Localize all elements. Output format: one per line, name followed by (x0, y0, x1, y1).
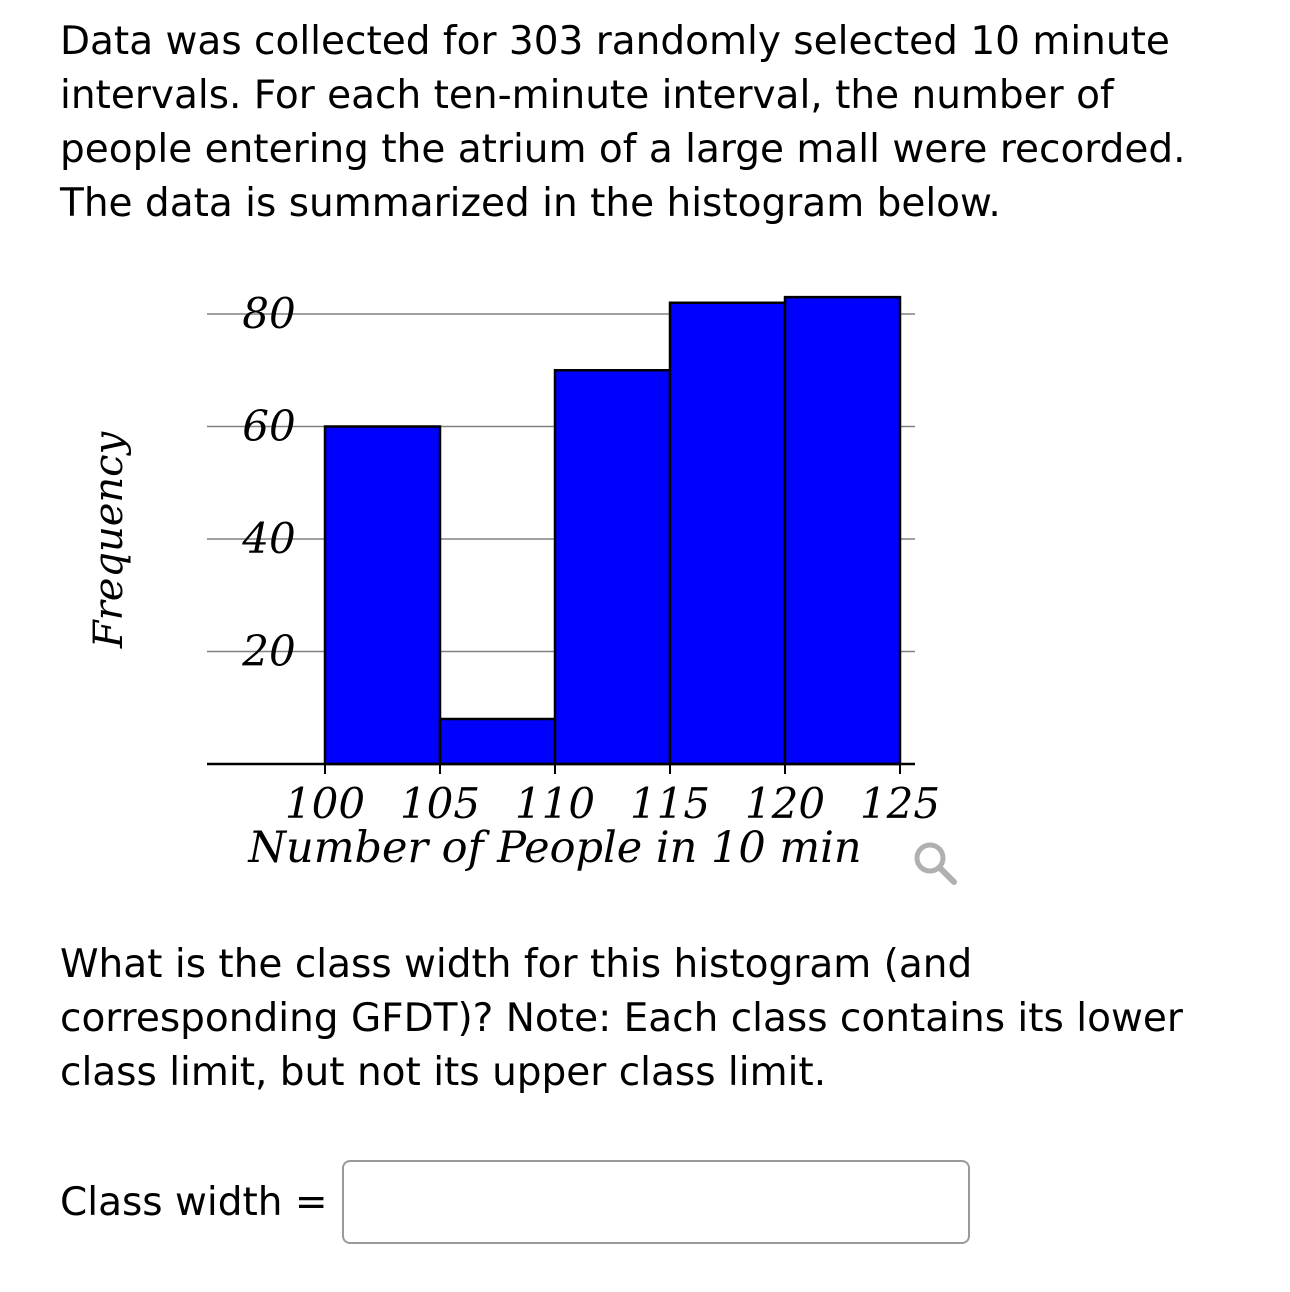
magnifier-icon[interactable] (910, 838, 960, 888)
x-tick-label: 105 (399, 779, 481, 828)
x-tick-label: 110 (514, 779, 596, 828)
histogram-bar (440, 719, 555, 764)
x-tick-label: 125 (859, 779, 941, 828)
histogram-bars (325, 297, 900, 764)
y-tick-label: 60 (242, 401, 296, 451)
x-tick-label: 100 (284, 779, 366, 828)
x-tick-label: 115 (629, 779, 711, 828)
answer-row (60, 1158, 970, 1246)
histogram-bar (325, 427, 440, 765)
histogram-bar (785, 297, 900, 764)
x-tick-label: 120 (744, 779, 826, 828)
histogram-bar (555, 370, 670, 764)
y-tick-label: 20 (242, 626, 296, 676)
class-width-input[interactable] (342, 1160, 970, 1244)
y-axis-label: Frequency (86, 431, 132, 649)
class-width-label: Class width = (60, 1179, 328, 1225)
histogram-bar (670, 303, 785, 764)
question-text: What is the class width for this histogram (and corresponding GFDT)? Note: Each class contains its lower class limit, but not its upper class limit. (60, 942, 1183, 1095)
x-axis-label: Number of People in 10 min (248, 823, 862, 873)
intro-text: Data was collected for 303 randomly selected 10 minute intervals. For each ten-minute interval, the number of people entering the atrium of a large mall were recorded. The data is summarized in the histogram below. (60, 19, 1186, 226)
y-tick-label: 40 (242, 514, 296, 563)
y-tick-label: 80 (242, 289, 296, 338)
